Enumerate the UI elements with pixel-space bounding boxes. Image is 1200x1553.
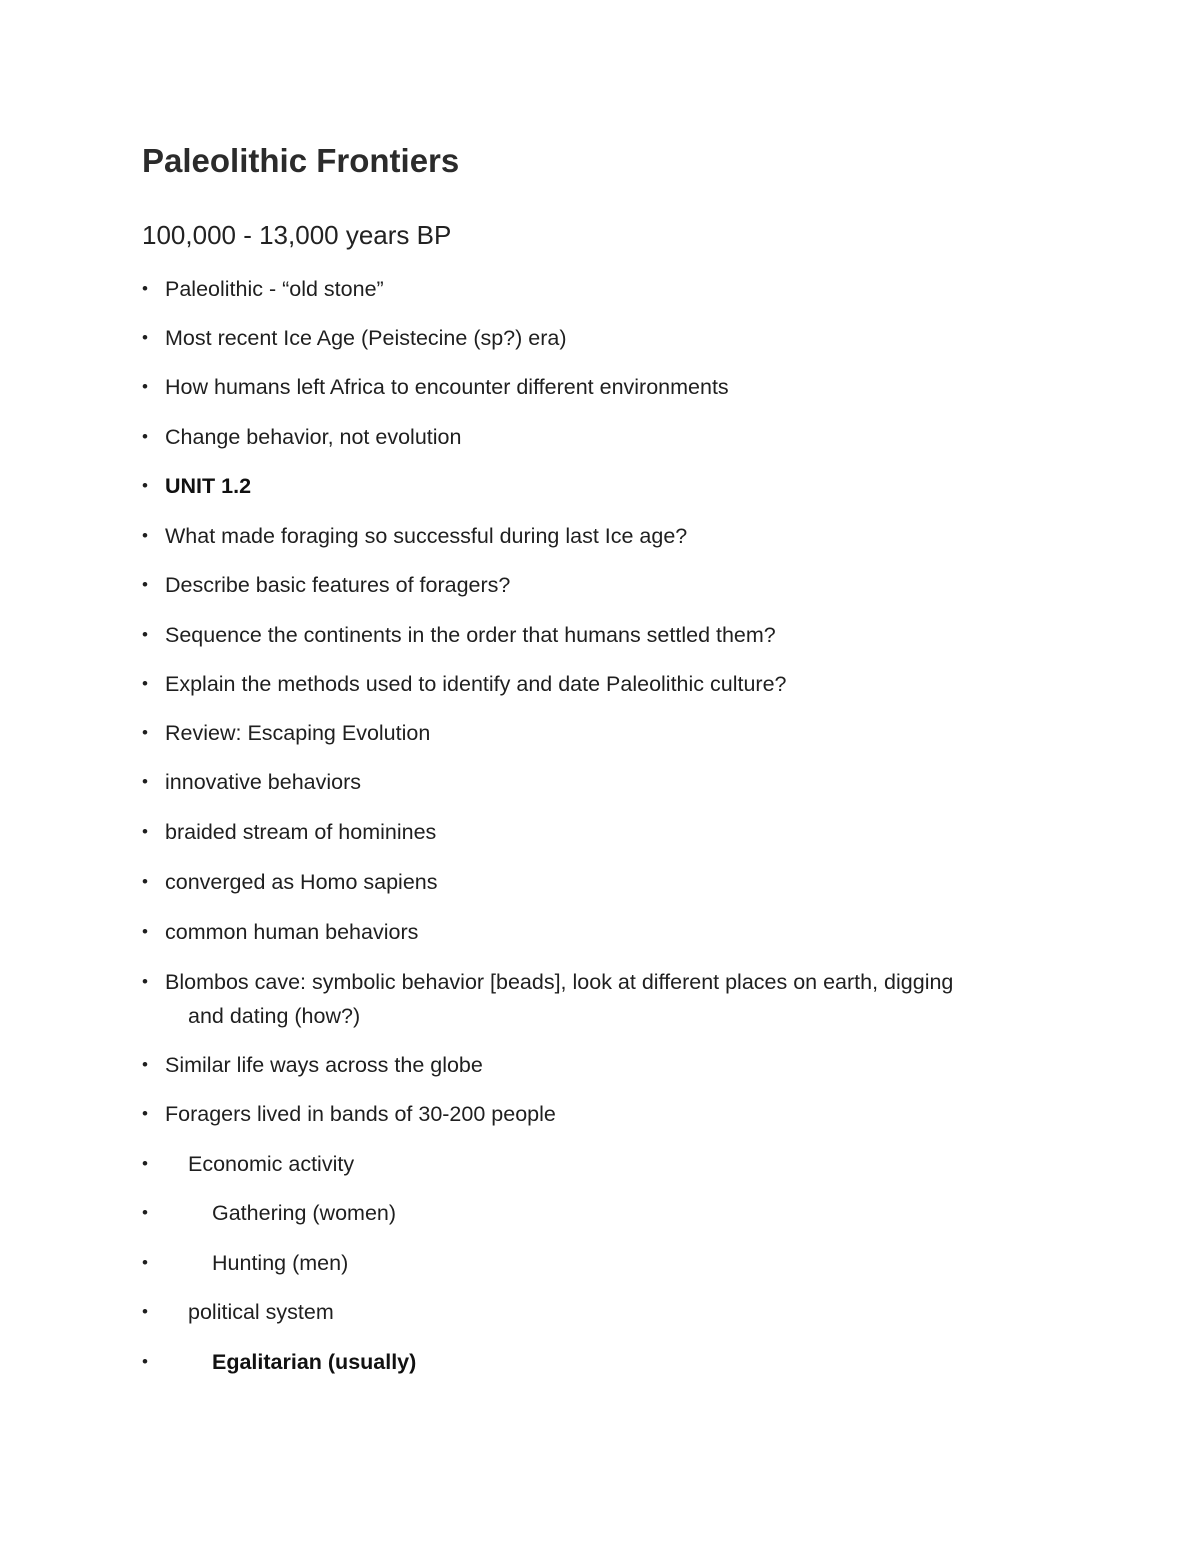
list-item	[142, 618, 1062, 652]
list-item	[142, 965, 1062, 1033]
bullet-icon: •	[142, 1352, 148, 1371]
bullet-icon: •	[142, 279, 148, 298]
list-item	[142, 815, 1062, 849]
list-item-text: Blombos cave: symbolic behavior [beads], look at different places on earth, digging	[165, 970, 954, 994]
bullet-icon: •	[142, 772, 148, 791]
bullet-icon: •	[142, 723, 148, 742]
bullet-icon: •	[142, 1203, 148, 1222]
list-item	[142, 865, 1062, 899]
list-item-text: Paleolithic - “old stone”	[165, 277, 384, 301]
bullet-icon: •	[142, 872, 148, 891]
bullet-icon: •	[142, 377, 148, 396]
list-item-text: Hunting (men)	[212, 1251, 349, 1275]
list-item-text: Most recent Ice Age (Peistecine (sp?) era)	[165, 326, 567, 350]
list-item-text: Egalitarian (usually)	[212, 1350, 417, 1374]
list-item	[142, 420, 1062, 454]
bullet-icon: •	[142, 922, 148, 941]
list-item	[142, 667, 1062, 701]
list-item	[142, 321, 1062, 355]
bullet-icon: •	[142, 1302, 148, 1321]
bullet-icon: •	[142, 625, 148, 644]
unit-heading: UNIT 1.2	[165, 474, 252, 498]
bullet-icon: •	[142, 1154, 148, 1173]
list-item-text: common human behaviors	[165, 920, 419, 944]
list-item	[142, 519, 1062, 553]
list-item	[142, 568, 1062, 602]
list-item-continuation: and dating (how?)	[188, 1004, 361, 1028]
bullet-icon: •	[142, 427, 148, 446]
list-item-text: innovative behaviors	[165, 770, 362, 794]
list-item-text: What made foraging so successful during last Ice age?	[165, 524, 688, 548]
document-subtitle: 100,000 - 13,000 years BP	[142, 220, 452, 250]
list-item-text: Review: Escaping Evolution	[165, 721, 431, 745]
list-item-text: How humans left Africa to encounter different environments	[165, 375, 729, 399]
list-item-text: braided stream of hominines	[165, 820, 437, 844]
list-item-text: Change behavior, not evolution	[165, 425, 462, 449]
list-item	[142, 1196, 1062, 1230]
list-item	[142, 370, 1062, 404]
list-item	[142, 1097, 1062, 1131]
list-item	[142, 1246, 1062, 1280]
list-item-text: political system	[188, 1300, 334, 1324]
bullet-icon: •	[142, 972, 148, 991]
bullet-icon: •	[142, 1104, 148, 1123]
list-item	[142, 716, 1062, 750]
document-title: Paleolithic Frontiers	[142, 142, 460, 179]
list-item	[142, 1147, 1062, 1181]
bullet-icon: •	[142, 526, 148, 545]
list-item	[142, 1345, 1062, 1379]
list-item-text: Gathering (women)	[212, 1201, 397, 1225]
list-item	[142, 469, 1062, 503]
bullet-icon: •	[142, 1253, 148, 1272]
list-item	[142, 272, 1062, 306]
list-item	[142, 765, 1062, 799]
bullet-icon: •	[142, 822, 148, 841]
list-item-text: Foragers lived in bands of 30-200 people	[165, 1102, 556, 1126]
list-item-text: converged as Homo sapiens	[165, 870, 438, 894]
bullet-icon: •	[142, 1055, 148, 1074]
list-item-text: Sequence the continents in the order that humans settled them?	[165, 623, 776, 647]
list-item	[142, 1048, 1062, 1082]
list-item-text: Economic activity	[188, 1152, 355, 1176]
bullet-icon: •	[142, 674, 148, 693]
list-item-text: Similar life ways across the globe	[165, 1053, 483, 1077]
bullet-icon: •	[142, 575, 148, 594]
bullet-icon: •	[142, 476, 148, 495]
bullet-icon: •	[142, 328, 148, 347]
list-item	[142, 915, 1062, 949]
list-item-text: Describe basic features of foragers?	[165, 573, 511, 597]
list-item-text: Explain the methods used to identify and date Paleolithic culture?	[165, 672, 787, 696]
list-item	[142, 1295, 1062, 1329]
